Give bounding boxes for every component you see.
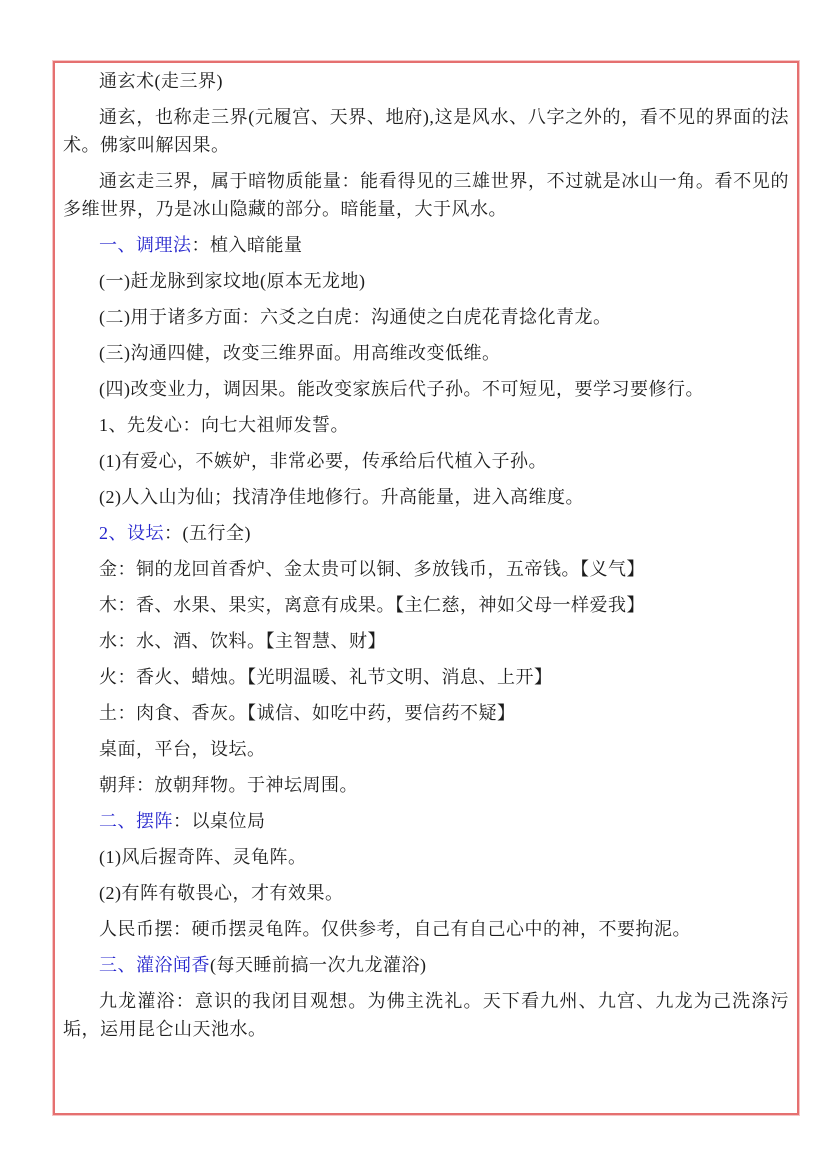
paragraph: [63, 699, 789, 727]
text-segment: (四)改变业力，调因果。能改变家族后代子孙。不可短见，要学习要修行。: [99, 379, 704, 399]
text-segment: ：以桌位局: [173, 811, 266, 831]
text-segment: (一)赶龙脉到家坟地(原本无龙地): [99, 271, 366, 291]
text-segment: (2)人入山为仙；找清净佳地修行。升高能量，进入高维度。: [99, 487, 584, 507]
text-segment: 1、先发心：向七大祖师发誓。: [99, 415, 349, 435]
text-segment: ：(五行全): [164, 523, 251, 543]
paragraph: [63, 267, 789, 295]
paragraph: [63, 103, 789, 159]
text-segment: 金：铜的龙回首香炉、金太贵可以铜、多放钱币，五帝钱。【义气】: [99, 559, 645, 579]
text-segment: (每天睡前搞一次九龙灌浴): [210, 955, 427, 975]
text-segment: 通玄走三界，属于暗物质能量：能看得见的三雄世界，不过就是冰山一角。看不见的多维世界，乃是冰山隐藏的部分。暗能量，大于风水。: [63, 171, 789, 219]
section-heading: 一、调理法: [99, 235, 192, 255]
text-segment: (1)有爱心，不嫉妒，非常必要，传承给后代植入子孙。: [99, 451, 547, 471]
text-segment: 通玄，也称走三界(元履宫、天界、地府),这是风水、八字之外的，看不见的界面的法术。佛家叫解因果。: [63, 107, 789, 155]
paragraph: [63, 519, 789, 547]
paragraph: [63, 67, 789, 95]
text-segment: (1)风后握奇阵、灵龟阵。: [99, 847, 307, 867]
text-segment: (三)沟通四健，改变三维界面。用高维改变低维。: [99, 343, 501, 363]
paragraph: [63, 231, 789, 259]
paragraph: [63, 303, 789, 331]
paragraph: [63, 167, 789, 223]
paragraph: [63, 411, 789, 439]
document-border-box: [53, 61, 799, 1115]
paragraph: [63, 339, 789, 367]
text-segment: 木：香、水果、果实，离意有成果。【主仁慈，神如父母一样爱我】: [99, 595, 645, 615]
paragraph: [63, 555, 789, 583]
paragraph: [63, 375, 789, 403]
section-heading: 三、灌浴闻香: [99, 955, 210, 975]
paragraph: [63, 735, 789, 763]
paragraph: [63, 483, 789, 511]
text-segment: 土：肉食、香灰。【诚信、如吃中药，要信药不疑】: [99, 703, 516, 723]
paragraph: [63, 627, 789, 655]
section-heading: 2、设坛: [99, 523, 164, 543]
text-segment: ：植入暗能量: [191, 235, 303, 255]
paragraph: [63, 879, 789, 907]
paragraph: [63, 915, 789, 943]
paragraph: [63, 663, 789, 691]
text-segment: (二)用于诸多方面：六爻之白虎：沟通使之白虎花青捻化青龙。: [99, 307, 612, 327]
paragraph: [63, 807, 789, 835]
section-heading: 二、摆阵: [99, 811, 173, 831]
document-body: [63, 67, 789, 1043]
paragraph: [63, 951, 789, 979]
text-segment: 朝拜：放朝拜物。于神坛周围。: [99, 775, 358, 795]
paragraph: [63, 843, 789, 871]
text-segment: 九龙灌浴：意识的我闭目观想。为佛主洗礼。天下看九州、九宫、九龙为己洗涤污垢，运用昆仑山天池水。: [63, 991, 789, 1039]
text-segment: 通玄术(走三界): [99, 71, 223, 91]
paragraph: [63, 447, 789, 475]
text-segment: 桌面，平台，设坛。: [99, 739, 266, 759]
paragraph: [63, 591, 789, 619]
text-segment: 火：香火、蜡烛。【光明温暖、礼节文明、消息、上开】: [99, 667, 553, 687]
paragraph: [63, 771, 789, 799]
paragraph: [63, 987, 789, 1043]
text-segment: (2)有阵有敬畏心，才有效果。: [99, 883, 344, 903]
text-segment: 人民币摆：硬币摆灵龟阵。仅供参考，自己有自己心中的神，不要拘泥。: [99, 919, 691, 939]
text-segment: 水：水、酒、饮料。【主智慧、财】: [99, 631, 386, 651]
